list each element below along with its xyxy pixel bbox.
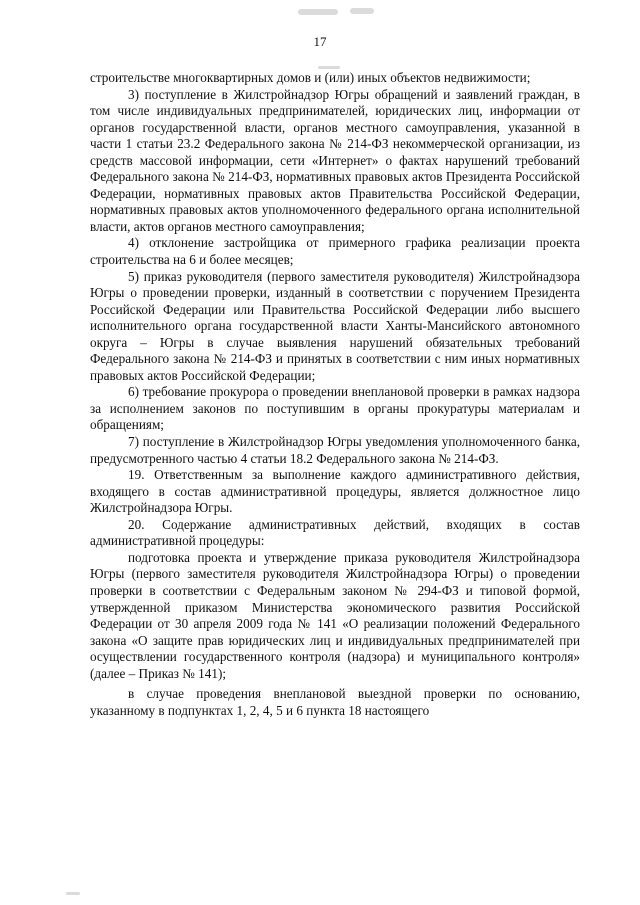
scan-artifact [318, 66, 340, 69]
paragraph-20-action-2: в случае проведения внеплановой выездной проверки по основанию, указанному в подпунктах 1, 2, 4, 5 и 6 пункта 18 настоящего [90, 686, 580, 718]
paragraph-20-action-1: подготовка проекта и утверждение приказа руководителя Жилстройнадзора Югры (первого заместителя руководителя Жилстройнадзора Югры) о проведении проверки в соответствии с Федеральным законом № 294-ФЗ и типовой формой, утвержденной приказом Министерства экономического развития Российской Федерации от 30 апреля 2009 года № 141 «О реализации положений Федерального закона «О защите прав юридических лиц и индивидуальных предпринимателей при осуществлении государственного контроля (надзора) и муниципального контроля» (далее – Приказ № 141); [90, 549, 580, 681]
paragraph-19: 19. Ответственным за выполнение каждого административного действия, входящего в состав административной процедуры, является должностное лицо Жилстройнадзора Югры. [90, 467, 580, 516]
document-body [90, 70, 580, 719]
paragraph-item-3: 3) поступление в Жилстройнадзор Югры обращений и заявлений граждан, в том числе индивидуальных предпринимателей, юридических лиц, информации от органов государственной власти, органов местного самоуправления, указанной в части 1 статьи 23.2 Федерального закона № 214-ФЗ некоммерческой организации, из средств массовой информации, сети «Интернет» о фактах нарушений требований Федерального закона № 214-ФЗ, нормативных правовых актов Президента Российской Федерации, нормативных правовых актов Правительства Российской Федерации, нормативных правовых актов уполномоченного федерального органа исполнительной власти, актов органов местного самоуправления; [90, 86, 580, 234]
paragraph-item-7: 7) поступление в Жилстройнадзор Югры уведомления уполномоченного банка, предусмотренного частью 4 статьи 18.2 Федерального закона № 214-ФЗ. [90, 434, 580, 466]
paragraph-item-4: 4) отклонение застройщика от примерного графика реализации проекта строительства на 6 и более месяцев; [90, 235, 580, 268]
page-number: 17 [313, 34, 327, 49]
paragraph-item-5: 5) приказ руководителя (первого заместителя руководителя) Жилстройнадзора Югры о проведении проверки, изданный в соответствии с поручением Президента Российской Федерации или Правительства Российской Федерации либо высшего исполнительного органа государственной власти Ханты-Мансийского автономного округа – Югры в случае выявления нарушений обязательных требований Федерального закона № 214-ФЗ и принятых в соответствии с ним иных нормативных правовых актов Российской Федерации; [90, 268, 580, 383]
scan-artifact [298, 9, 338, 15]
paragraph-item-6: 6) требование прокурора о проведении внеплановой проверки в рамках надзора за исполнением законов по поступившим в органы прокуратуры материалам и обращениям; [90, 384, 580, 433]
scan-artifact [350, 8, 374, 14]
paragraph-20: 20. Содержание административных действий, входящих в состав административной процедуры: [90, 516, 580, 549]
paragraph-continuation: строительстве многоквартирных домов и (или) иных объектов недвижимости; [90, 70, 531, 85]
scan-artifact [66, 892, 80, 895]
